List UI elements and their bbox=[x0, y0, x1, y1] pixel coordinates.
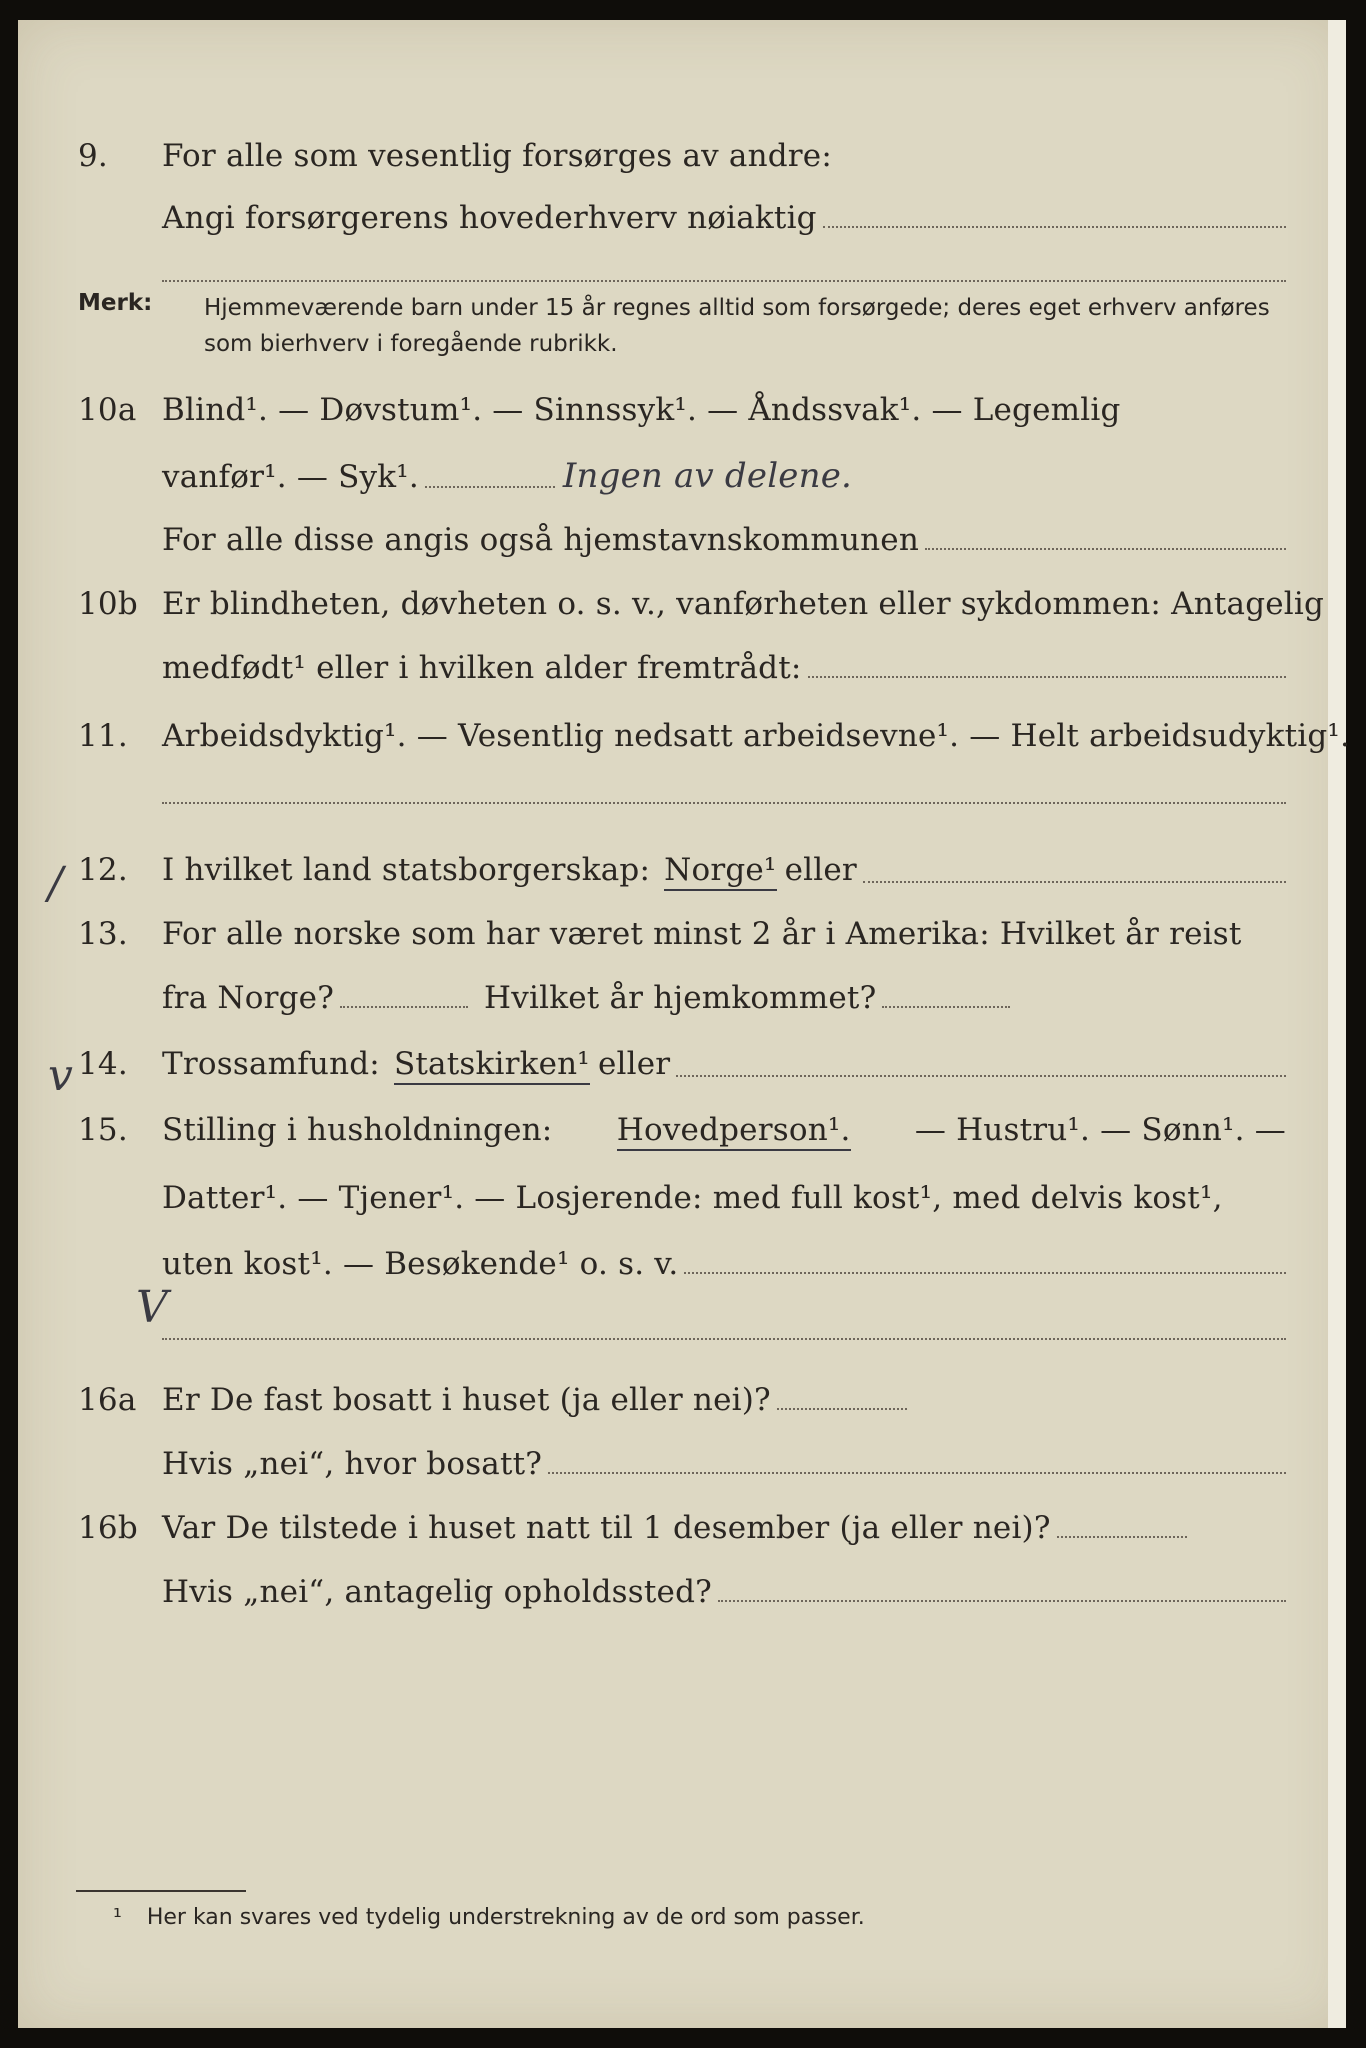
q12-answer-field[interactable] bbox=[863, 881, 1286, 883]
q10b-text: Er blindheten, døvheten o. s. v., vanførheten eller sykdommen: Antagelig bbox=[162, 586, 1325, 622]
q13-prompt-departure: fra Norge? bbox=[162, 980, 335, 1016]
q15-option-hovedperson[interactable]: Hovedperson¹. bbox=[617, 1112, 851, 1151]
q13-line2 bbox=[18, 980, 1346, 1032]
q10b-line2 bbox=[18, 650, 1346, 702]
q10b-prompt2: medfødt¹ eller i hvilken alder fremtrådt: bbox=[162, 650, 802, 686]
q15-number: 15. bbox=[78, 1112, 128, 1148]
q13-prompt-return: Hvilket år hjemkommet? bbox=[484, 980, 877, 1016]
q16b-number: 16b bbox=[78, 1510, 138, 1546]
q12-number: 12. bbox=[78, 852, 128, 888]
q12-suffix: eller bbox=[784, 852, 857, 888]
q9-number: 9. bbox=[78, 138, 108, 174]
q11-number: 11. bbox=[78, 718, 128, 754]
q10b-line1 bbox=[18, 586, 1346, 638]
q15-text2: Datter¹. — Tjener¹. — Losjerende: med full kost¹, med delvis kost¹, bbox=[162, 1180, 1223, 1216]
q16b-location-field[interactable] bbox=[718, 1600, 1286, 1602]
note-text: Hjemmeværende barn under 15 år regnes alltid som forsørgede; deres eget erhverv anføres som bierhverv i foregående rubrikk. bbox=[204, 295, 1270, 357]
q10a-number: 10a bbox=[78, 392, 137, 428]
q10a-line2 bbox=[18, 456, 1346, 508]
q13-departure-field[interactable] bbox=[340, 1006, 468, 1008]
q16b-prompt2: Hvis „nei“, antagelig opholdssted? bbox=[162, 1574, 712, 1610]
q11-line1 bbox=[18, 718, 1351, 770]
q16a-line1 bbox=[18, 1382, 1346, 1434]
q10a-line3 bbox=[18, 522, 1346, 574]
q12-prompt: I hvilket land statsborgerskap: bbox=[162, 852, 651, 888]
q16a-prompt2: Hvis „nei“, hvor bosatt? bbox=[162, 1446, 543, 1482]
q16a-prompt: Er De fast bosatt i huset (ja eller nei)? bbox=[162, 1382, 771, 1418]
q16a-answer-field[interactable] bbox=[777, 1408, 907, 1410]
note-label: Merk: bbox=[78, 290, 153, 316]
q16a-line2 bbox=[18, 1446, 1346, 1498]
footnote bbox=[113, 1905, 865, 1930]
q10a-prompt2: vanfør¹. — Syk¹. bbox=[162, 459, 419, 495]
footnote-text: Her kan svares ved tydelig understrekning av de ord som passer. bbox=[146, 1905, 865, 1930]
q14-suffix: eller bbox=[597, 1046, 671, 1082]
q9-prompt: Angi forsørgerens hovederhverv nøiaktig bbox=[162, 200, 817, 236]
q16b-line2 bbox=[18, 1574, 1346, 1626]
q16b-prompt: Var De tilstede i huset natt til 1 desember (ja eller nei)? bbox=[162, 1510, 1051, 1546]
q9-line2 bbox=[18, 200, 1346, 252]
check-mark-q14: v bbox=[48, 1050, 73, 1101]
q13-return-field[interactable] bbox=[882, 1006, 1010, 1008]
q12-option-norge[interactable]: Norge¹ bbox=[664, 852, 776, 891]
q15-line3 bbox=[18, 1246, 1346, 1298]
q15-answer-line2[interactable] bbox=[162, 1338, 1286, 1340]
q10a-handwritten-answer[interactable]: Ingen av delene. bbox=[562, 456, 853, 496]
q10a-text: Blind¹. — Døvstum¹. — Sinnssyk¹. — Åndssvak¹. — Legemlig bbox=[162, 392, 1121, 428]
footnote-marker: ¹ bbox=[113, 1905, 122, 1930]
q10a-line1 bbox=[18, 392, 1346, 444]
q9-answer-line2[interactable] bbox=[162, 280, 1286, 282]
q10a-prompt3: For alle disse angis også hjemstavnskommunen bbox=[162, 522, 919, 558]
q14-answer-field[interactable] bbox=[676, 1075, 1286, 1077]
q14-prompt: Trossamfund: bbox=[162, 1046, 380, 1082]
q9-answer-field[interactable] bbox=[823, 226, 1286, 228]
q15-prompt: Stilling i husholdningen: bbox=[162, 1112, 553, 1148]
q11-text: Arbeidsdyktig¹. — Vesentlig nedsatt arbeidsevne¹. — Helt arbeidsudyktig¹. bbox=[162, 718, 1351, 754]
q16b-line1 bbox=[18, 1510, 1346, 1562]
q16a-address-field[interactable] bbox=[548, 1472, 1286, 1474]
q11-answer-line[interactable] bbox=[162, 802, 1286, 804]
q14-option-statskirken[interactable]: Statskirken¹ bbox=[394, 1046, 590, 1085]
q10b-number: 10b bbox=[78, 586, 138, 622]
footnote-rule bbox=[76, 1890, 246, 1892]
q15-line1 bbox=[18, 1112, 1346, 1164]
q14-line bbox=[18, 1046, 1346, 1098]
q13-number: 13. bbox=[78, 916, 128, 952]
q13-text: For alle norske som har været minst 2 år i Amerika: Hvilket år reist bbox=[162, 916, 1242, 952]
q13-line1 bbox=[18, 916, 1346, 968]
check-mark-q12: / bbox=[48, 858, 63, 909]
census-form-page: 9. For alle som vesentlig forsørges av andre: Angi forsørgerens hovederhverv nøiaktig Merk: Hjemmeværende barn under 15 år regnes alltid som forsørgede; deres eget erhverv anføres som bierhverv i foregående rubrikk. 10a Blind¹. — Døvstum¹. — Sinnssyk¹. — Åndssvak¹. — Legemlig vanfør¹. — Syk¹. Ingen av delene. For alle disse angis også hjemstavnskommunen 10b Er blindheten, døvheten o. s. v., vanførheten eller sykdommen: Antagelig medfødt¹ eller i hvilken alder fremtrådt: 11. Arbeidsdyktig¹. — Vesentlig nedsatt arbeidsevne¹. — Helt arbeidsudyktig¹. / 12. I hvilket land statsborgerskap: Norge¹ eller 13. For alle norske som har været minst 2 år i Amerika: Hvilket år reist fra Norge? Hvilket år hjemkommet? v 14. Trossamfund: Statskirken¹ eller 15. Stilling i husholdningen: Hovedperson¹. — Hustru¹. — Sønn¹. — Datter¹. — Tjener¹. — Losjerende: med full kost¹, med delvis kost¹, uten kost¹. — Besøkende¹ o. s. v. V 16a Er De fast bosatt i huset (ja eller nei)? Hvis „nei“, hvor bosatt? 16b Var De tilstede i huset natt til 1 desember (ja eller nei)? Hvis „nei“, antagelig opholdssted? ¹ Her kan svares ved tydelig understrekning av de ord som passer. bbox=[18, 20, 1346, 2028]
q15-rest1: — Hustru¹. — Sønn¹. — bbox=[914, 1112, 1286, 1148]
q14-number: 14. bbox=[78, 1046, 128, 1082]
q15-answer-field[interactable] bbox=[684, 1272, 1286, 1274]
q10b-answer-field[interactable] bbox=[808, 676, 1286, 678]
q15-line2 bbox=[18, 1180, 1346, 1232]
q12-line bbox=[18, 852, 1346, 904]
q16b-answer-field[interactable] bbox=[1057, 1536, 1187, 1538]
check-mark-q15: V bbox=[136, 1282, 168, 1333]
q15-prompt3: uten kost¹. — Besøkende¹ o. s. v. bbox=[162, 1246, 679, 1282]
q16a-number: 16a bbox=[78, 1382, 137, 1418]
q10a-municipality-field[interactable] bbox=[925, 548, 1286, 550]
